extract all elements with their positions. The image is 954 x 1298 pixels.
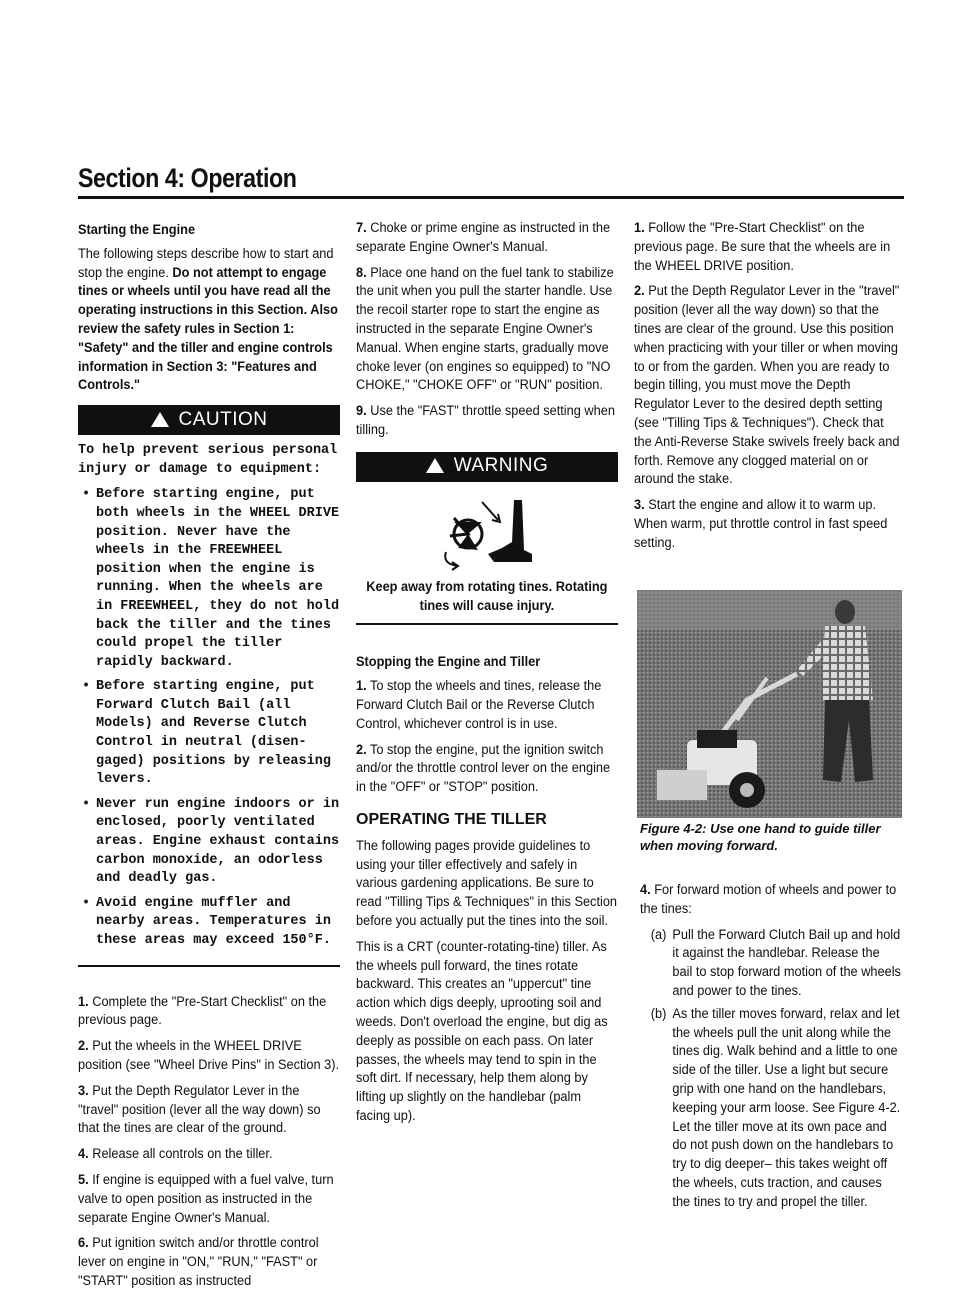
starting-engine-heading: Starting the Engine [78, 222, 196, 238]
caution-item: • Before starting engine, put both wheels in the WHEEL DRIVE position. Never have the wheels in the FREEWHEEL position when the engine is running. When the wheels are in FREEWHEEL, they do not hold back the tiller and the tines could propel the tiller rapidly backward. [78, 486, 340, 672]
warning-triangle-icon [426, 458, 444, 473]
operating-heading: OPERATING THE TILLER [356, 810, 547, 828]
column-2 [356, 219, 618, 1133]
section-title: Section 4: Operation [78, 163, 297, 193]
operating-p1: The following pages provide guidelines to using your tiller effectively and safely in various gardening applications. Be sure to read "Tilling Tips & Techniques" in this Section before you actually put the tines into the soil. [356, 837, 618, 929]
caution-block [78, 442, 340, 950]
title-rule [78, 196, 904, 199]
caution-list [78, 486, 340, 950]
forward-substeps [640, 926, 902, 1212]
start-step: 8. Place one hand on the fuel tank to stabilize the unit when you pull the starter handle. Use the recoil starter rope to start the engine as instructed in the separate Engine Owner's Manual. When engine starts, gradually move choke lever (on engines so equipped) to "NO CHOKE," "CHOKE OFF" or "RUN" position. [356, 264, 614, 394]
starting-intro [78, 245, 340, 395]
start-step: 5. If engine is equipped with a fuel valve, turn valve to open position as instructed in the separate Engine Owner's Manual. [78, 1171, 334, 1226]
stop-step: 2. To stop the engine, put the ignition switch and/or the throttle control lever on the engine in the "OFF" or "STOP" position. [356, 741, 611, 796]
warning-banner [356, 452, 618, 482]
warning-end-rule [356, 623, 618, 625]
warning-text: Keep away from rotating tines. Rotating tines will cause injury. [366, 578, 608, 614]
warning-triangle-icon [151, 412, 169, 427]
forward-substep: (a) Pull the Forward Clutch Bail up and hold it against the handlebar. Release the bail to stop forward motion of the wheels and power to the tines. [650, 926, 901, 999]
caution-label: CAUTION [178, 408, 268, 430]
stop-step: 1. To stop the wheels and tines, release the Forward Clutch Bail or the Reverse Clutch Control, whichever control is in use. [356, 678, 602, 732]
operating-p2: This is a CRT (counter-rotating-tine) tiller. As the wheels pull forward, the tines rotate backward. This creates an "uppercut" tine action which digs deeply, uprooting soil and weeds. Don't overload the engine, but dig as deeply as possible on each pass. On later passes, the wheels may tend to spin in the soft dirt. If necessary, help them along by lifting up slightly on the handlebar (palm facing up). [356, 938, 608, 1124]
start-step: 3. Put the Depth Regulator Lever in the "travel" position (lever all the way down) so that the tines are clear of the ground. [78, 1082, 321, 1137]
caution-lead: To help prevent serious personal injury or damage to equipment: [78, 443, 338, 477]
stopping-heading: Stopping the Engine and Tiller [356, 654, 541, 671]
start-step: 6. Put ignition switch and/or throttle control lever on engine in "ON," "RUN," "FAST" or "START" position as instructed [78, 1235, 319, 1289]
start-step: 9. Use the "FAST" throttle speed setting when tilling. [356, 403, 615, 438]
caution-end-rule [78, 965, 340, 967]
start-step: 7. Choke or prime engine as instructed in the separate Engine Owner's Manual. [356, 220, 611, 255]
rotating-tines-hazard-icon [356, 492, 618, 572]
figure-4-2-photo [637, 590, 902, 818]
warning-label: WARNING [453, 455, 549, 477]
start-step: 2. Put the wheels in the WHEEL DRIVE position (see "Wheel Drive Pins" in Section 3). [78, 1038, 340, 1073]
intro-bold: Do not attempt to engage tines or wheels until you have read all the operating instructions in this Section. Also review the safety rules in Section 1: "Safety" and the tiller and engine controls information in Section 3: "Features and Controls." [78, 264, 338, 394]
column-1 [78, 221, 340, 1298]
caution-item: • Avoid engine muffler and nearby areas. Temperatures in these areas may exceed 150°F. [78, 895, 340, 951]
prep-step: 2. Put the Depth Regulator Lever in the "travel" position (lever all the way down) so that the tines are clear of the ground. Use this position when practicing with your tiller or when moving to or from the garden. When you are ready to begin tilling, you must move the Depth Regulator Lever to the desired depth setting (see "Tilling Tips & Techniques"). Check that the Anti-Reverse Stake swivels freely back and forth. Remove any clogged material on or around the stake. [634, 283, 900, 488]
prep-step: 3. Start the engine and allow it to warm up. When warm, put throttle control in fast speed setting. [634, 497, 888, 551]
caution-item: • Before starting engine, put Forward Clutch Bail (all Models) and Reverse Clutch Control in neutral (disen-gaged) positions by releasing levers. [78, 678, 340, 790]
column-3-lower [640, 881, 902, 1216]
forward-substep: (b) As the tiller moves forward, relax and let the wheels pull the unit along while the tines dig. Walk behind and a little to one side of the tiller. Use a light but secure grip with one hand on the handlebars, keeping your arm loose. See Figure 4-2. Let the tiller move at its own pace and do not push down on the handlebars to try to dig deeper– this takes weight off the wheels, cuts traction, and causes the tines to try and propel the tiller. [650, 1005, 901, 1210]
figure-caption: Figure 4-2: Use one hand to guide tiller when moving forward. [640, 821, 881, 853]
caution-item: • Never run engine indoors or in enclosed, poorly ventilated areas. Engine exhaust contains carbon monoxide, an odorless and deadly gas. [78, 796, 340, 889]
prep-step: 1. Follow the "Pre-Start Checklist" on the previous page. Be sure that the wheels are in the WHEEL DRIVE position. [634, 220, 891, 274]
caution-banner [78, 405, 340, 435]
start-step: 4. Release all controls on the tiller. [78, 1146, 273, 1163]
start-step: 1. Complete the "Pre-Start Checklist" on the previous page. [78, 993, 327, 1029]
column-3 [634, 219, 902, 560]
intro-plain: The following steps describe how to start and stop the engine. [78, 245, 334, 281]
forward-step: 4. For forward motion of wheels and power to the tines: [640, 882, 897, 917]
